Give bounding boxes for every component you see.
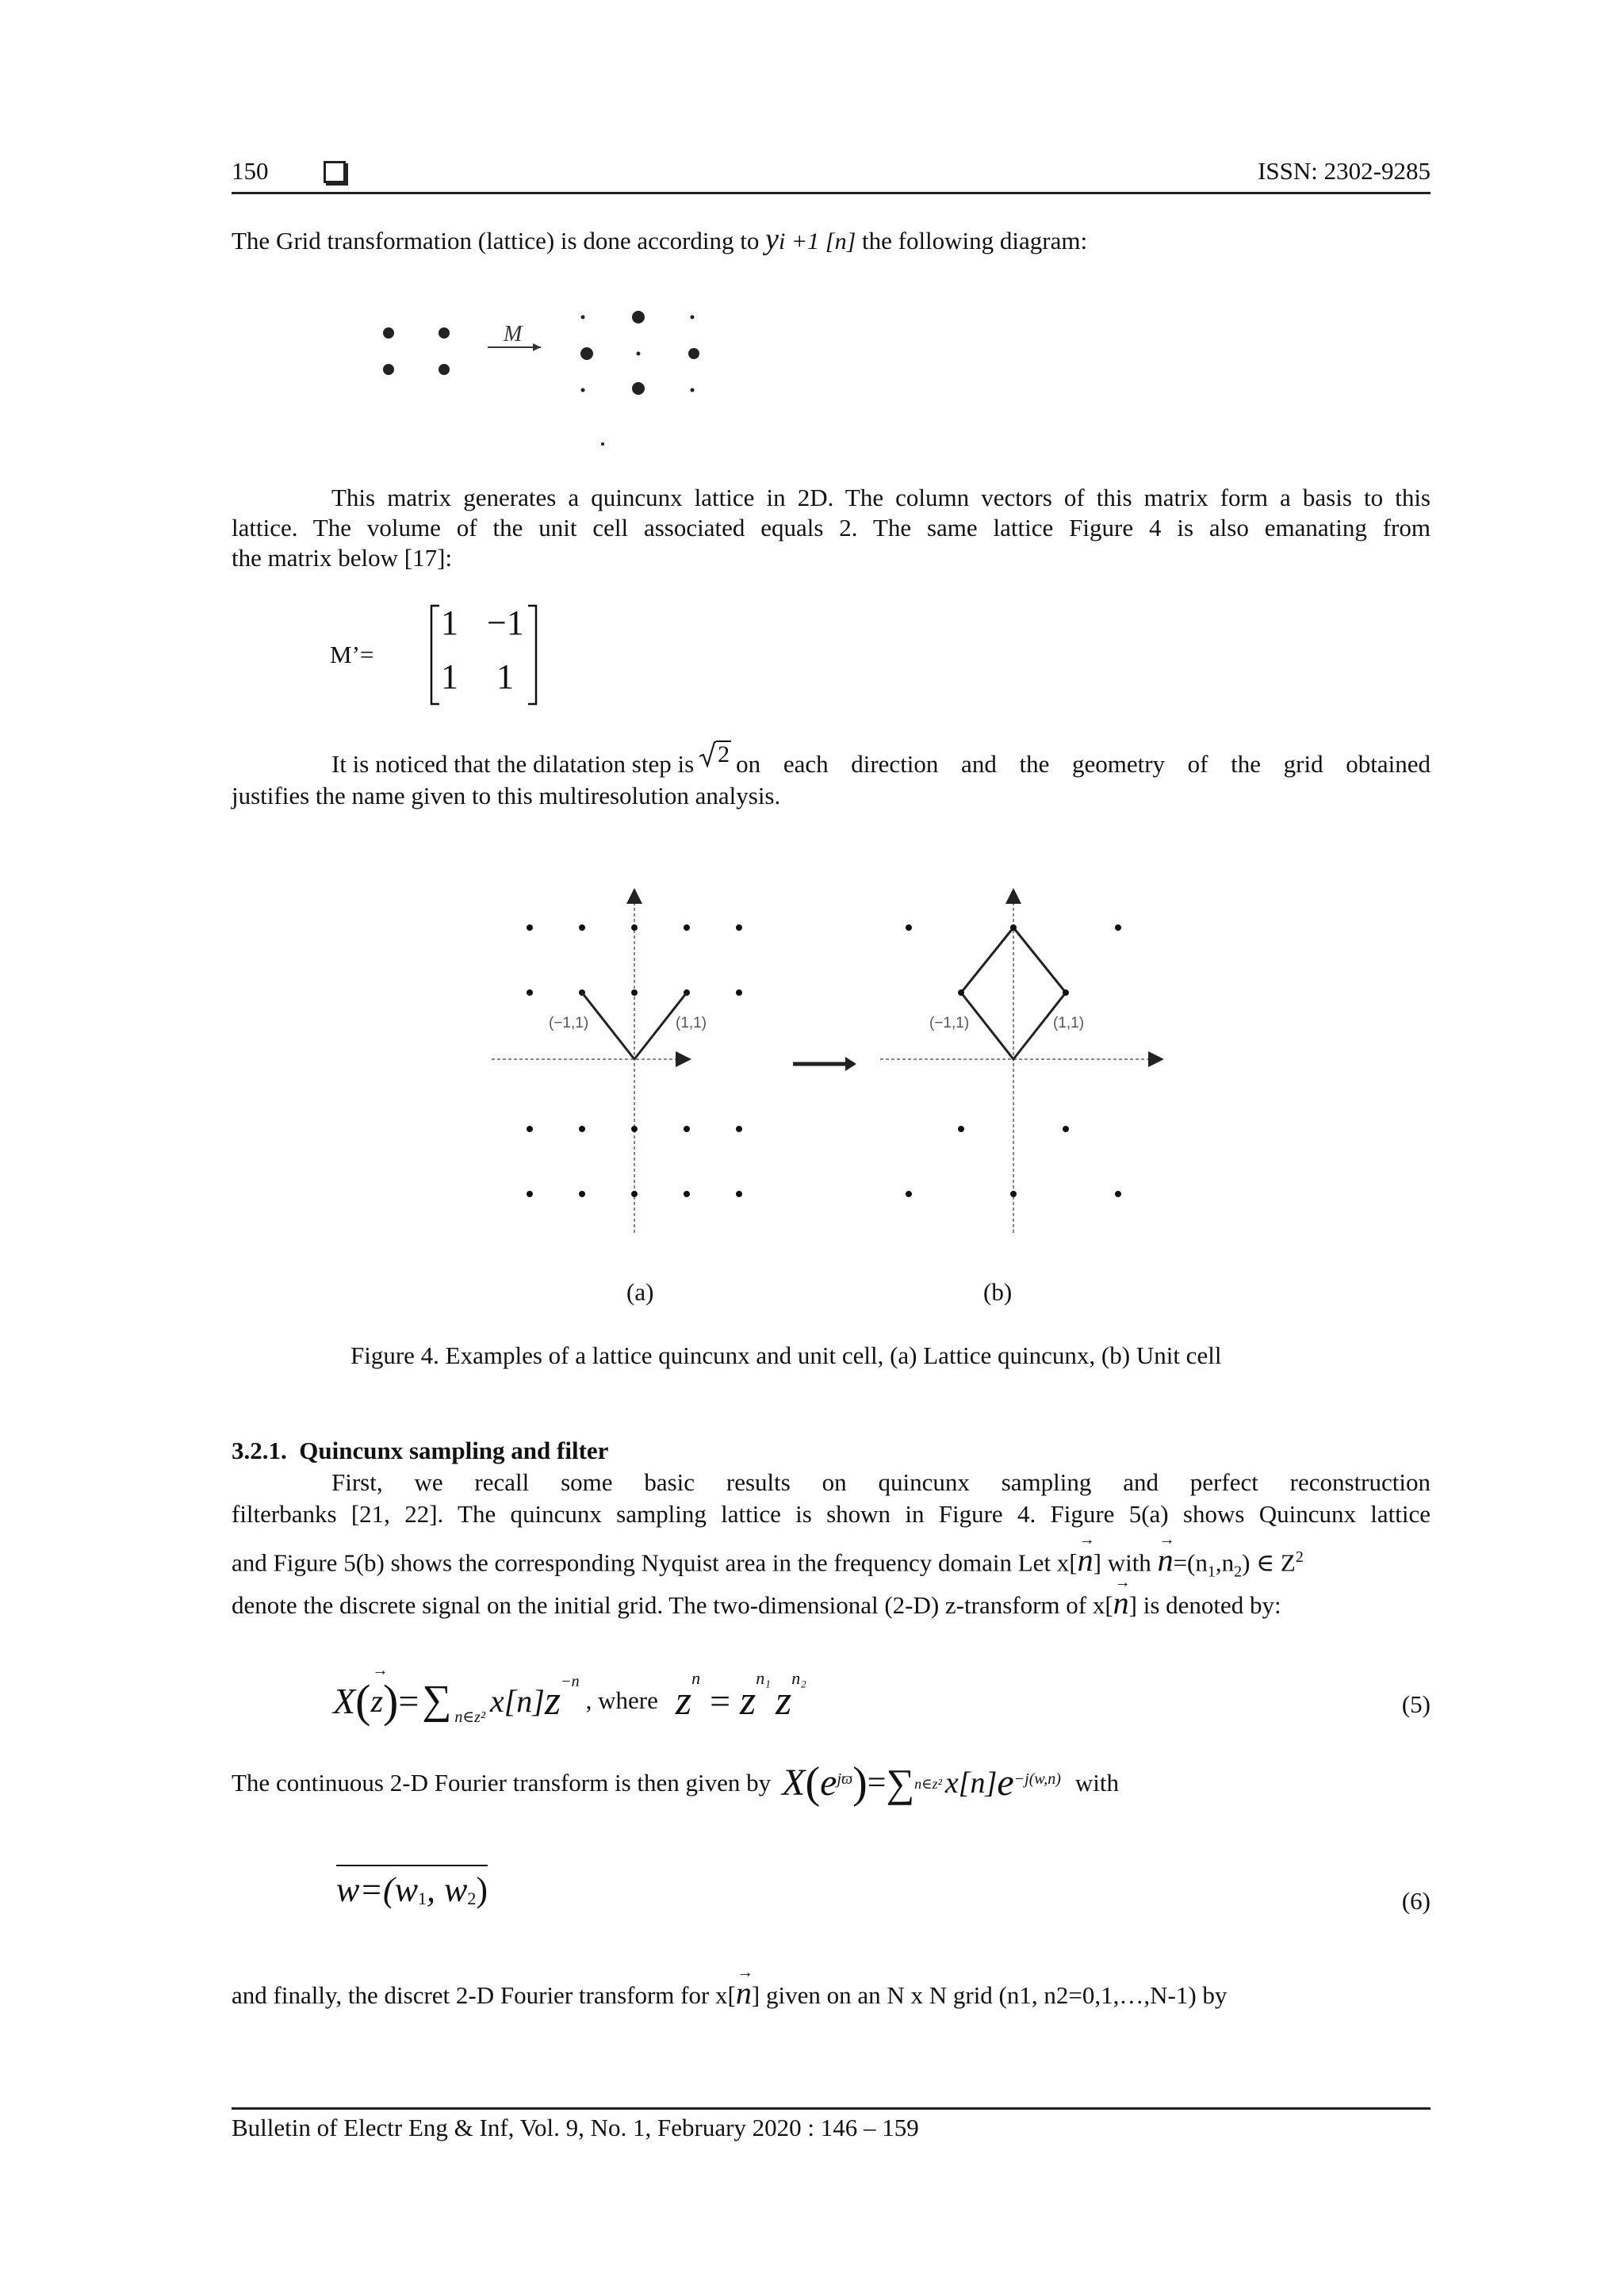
page-number: 150 (232, 157, 269, 185)
matrix-r2c2: 1 (496, 657, 514, 696)
subfigure-label-b: (b) (983, 1278, 1013, 1306)
lattice-dot (688, 348, 699, 359)
label-1-1: (1,1) (1053, 1015, 1085, 1031)
sqrt-icon (699, 740, 716, 767)
section-line-2: filterbanks [21, 22]. The quincunx sampling lattice is shown in Figure 4. Figure 5(a) shows Quincunx lattice (232, 1500, 1431, 1528)
lattice-dot (601, 442, 604, 446)
section-line-4: denote the discrete signal on the initial grid. The two-dimensional (2-D) z-transform of x[→ n] is denoted by: (232, 1587, 1281, 1621)
lattice-dot (439, 327, 450, 339)
footer-citation: Bulletin of Electr Eng & Inf, Vol. 9, No. 1, February 2020 : 146 – 159 (232, 2114, 919, 2141)
lattice-dot (580, 347, 593, 360)
lattice-dot (906, 1191, 912, 1197)
lattice-dot (581, 316, 585, 320)
lattice-dot (631, 989, 638, 996)
fourier-line: The continuous 2-D Fourier transform is then given by X ( e jϖ ) = ∑ n∈z² x[n] e −j(w,n) with (232, 1758, 1119, 1808)
label-minus1-1: (−1,1) (929, 1015, 970, 1031)
lattice-dot (684, 1126, 690, 1132)
box-icon (324, 161, 346, 185)
para-quincunx-line-2: lattice. The volume of the unit cell associated equals 2. The same lattice Figure 4 is also emanating from (232, 514, 1431, 541)
section-line-3: and Figure 5(b) shows the corresponding Nyquist area in the frequency domain Let x[→ n] with → $n=(n_1,n_2)$ ∈ $Z^2$ (232, 1541, 1304, 1588)
lattice-dot (1063, 989, 1069, 996)
lattice-dot (736, 989, 742, 996)
panel-a (492, 896, 742, 1233)
label-minus1-1: (−1,1) (549, 1015, 589, 1031)
equation-6-number: (6) (1401, 1887, 1431, 1915)
subfigure-label-a: (a) (626, 1278, 654, 1306)
header-rule (232, 192, 1431, 194)
lattice-dot (1010, 1191, 1017, 1197)
para-grid-math: y (765, 223, 779, 256)
para-grid-before: The Grid transformation (lattice) is done according to (232, 227, 760, 254)
lattice-dot (579, 1126, 585, 1132)
matrix-r1c1: 1 (441, 603, 458, 642)
figure-4-graphic (476, 880, 1174, 1245)
lattice-dot (691, 316, 695, 320)
footer-rule (232, 2107, 1431, 2110)
para-quincunx-line-1: This matrix generates a quincunx lattice in 2D. The column vectors of this matrix form a basis to this (331, 484, 1431, 511)
lattice-dot (631, 924, 638, 931)
lattice-dot (691, 388, 695, 392)
lattice-dot (736, 924, 742, 931)
lattice-dot (1115, 924, 1121, 931)
transform-arrowhead (533, 343, 541, 351)
issn: ISSN: 2302-9285 (1258, 157, 1431, 185)
lattice-dot (439, 364, 450, 375)
para-dilatation-line-2: justifies the name given to this multiresolution analysis. (232, 782, 781, 809)
para-quincunx-line-3: the matrix below [17]: (232, 544, 453, 572)
lattice-dot (906, 924, 912, 931)
section-line-1: First, we recall some basic results on quincunx sampling and perfect reconstruction (331, 1468, 1431, 1496)
lattice-dot (527, 1191, 533, 1197)
lattice-dot (1115, 1191, 1121, 1197)
lattice-dot (684, 1191, 690, 1197)
lattice-dot (958, 989, 964, 996)
label-1-1: (1,1) (676, 1015, 707, 1031)
final-line: and finally, the discret 2-D Fourier transform for x[→ n] given on an N x N grid (n1, n2=0,1,…,N-1) by (232, 1977, 1227, 2011)
lattice-dot (527, 924, 533, 931)
lattice-dot (632, 382, 645, 395)
equation-5-number: (5) (1401, 1690, 1431, 1718)
lattice-dot (527, 989, 533, 996)
sqrt-two: 2 (699, 740, 731, 780)
lattice-dot (383, 364, 394, 375)
lattice-dot (581, 388, 585, 392)
para-grid-math-sub: i +1 (779, 228, 820, 254)
para-grid (232, 224, 1087, 258)
panel-b (880, 896, 1156, 1233)
lattice-dot (637, 352, 641, 356)
para-dilatation-after: on each direction and the geometry of the grid obtained (736, 750, 1431, 778)
equation-5: X ( → z ) = ∑ n∈z² x[n] z −n , where z n = z n₁ z n₂ (333, 1665, 806, 1736)
matrix-r1c2: −1 (487, 603, 524, 642)
lattice-dot (1063, 1126, 1069, 1132)
vec-n: → n (1158, 1544, 1174, 1576)
lattice-dot (631, 1126, 638, 1132)
lattice-dot (527, 1126, 533, 1132)
lattice-dot (1010, 924, 1017, 931)
figure-4-caption: Figure 4. Examples of a lattice quincunx and unit cell, (a) Lattice quincunx, (b) Unit cell (350, 1341, 1222, 1369)
lattice-dot (631, 1191, 638, 1197)
lattice-dot (736, 1126, 742, 1132)
transform-arrowhead-middle (845, 1057, 856, 1071)
vec-n: → n (1078, 1544, 1094, 1576)
lattice-transformation-diagram (373, 301, 722, 452)
vec-n: → n (1113, 1587, 1129, 1619)
lattice-dot (684, 924, 690, 931)
lattice-dot (579, 1191, 585, 1197)
equation-6: $w=(w_1$, $w_2$) (336, 1865, 488, 1910)
vec-n: → n (736, 1977, 752, 2009)
para-grid-bracket: [n] (825, 228, 856, 254)
lattice-dot (736, 1191, 742, 1197)
transform-label: M (504, 322, 523, 346)
basis-vector-left (582, 993, 634, 1059)
lattice-dot (579, 924, 585, 931)
lattice-dot (958, 1126, 964, 1132)
lattice-dot (632, 311, 645, 323)
para-grid-after: the following diagram: (862, 227, 1088, 254)
lattice-dot (383, 327, 394, 339)
matrix-label: M’= (330, 641, 374, 668)
para-dilatation-before: It is noticed that the dilatation step is (331, 750, 695, 778)
matrix-r2c1: 1 (441, 657, 458, 696)
para-dilatation-line-1 (331, 741, 1431, 780)
section-heading: 3.2.1. Quincunx sampling and filter (232, 1437, 609, 1464)
